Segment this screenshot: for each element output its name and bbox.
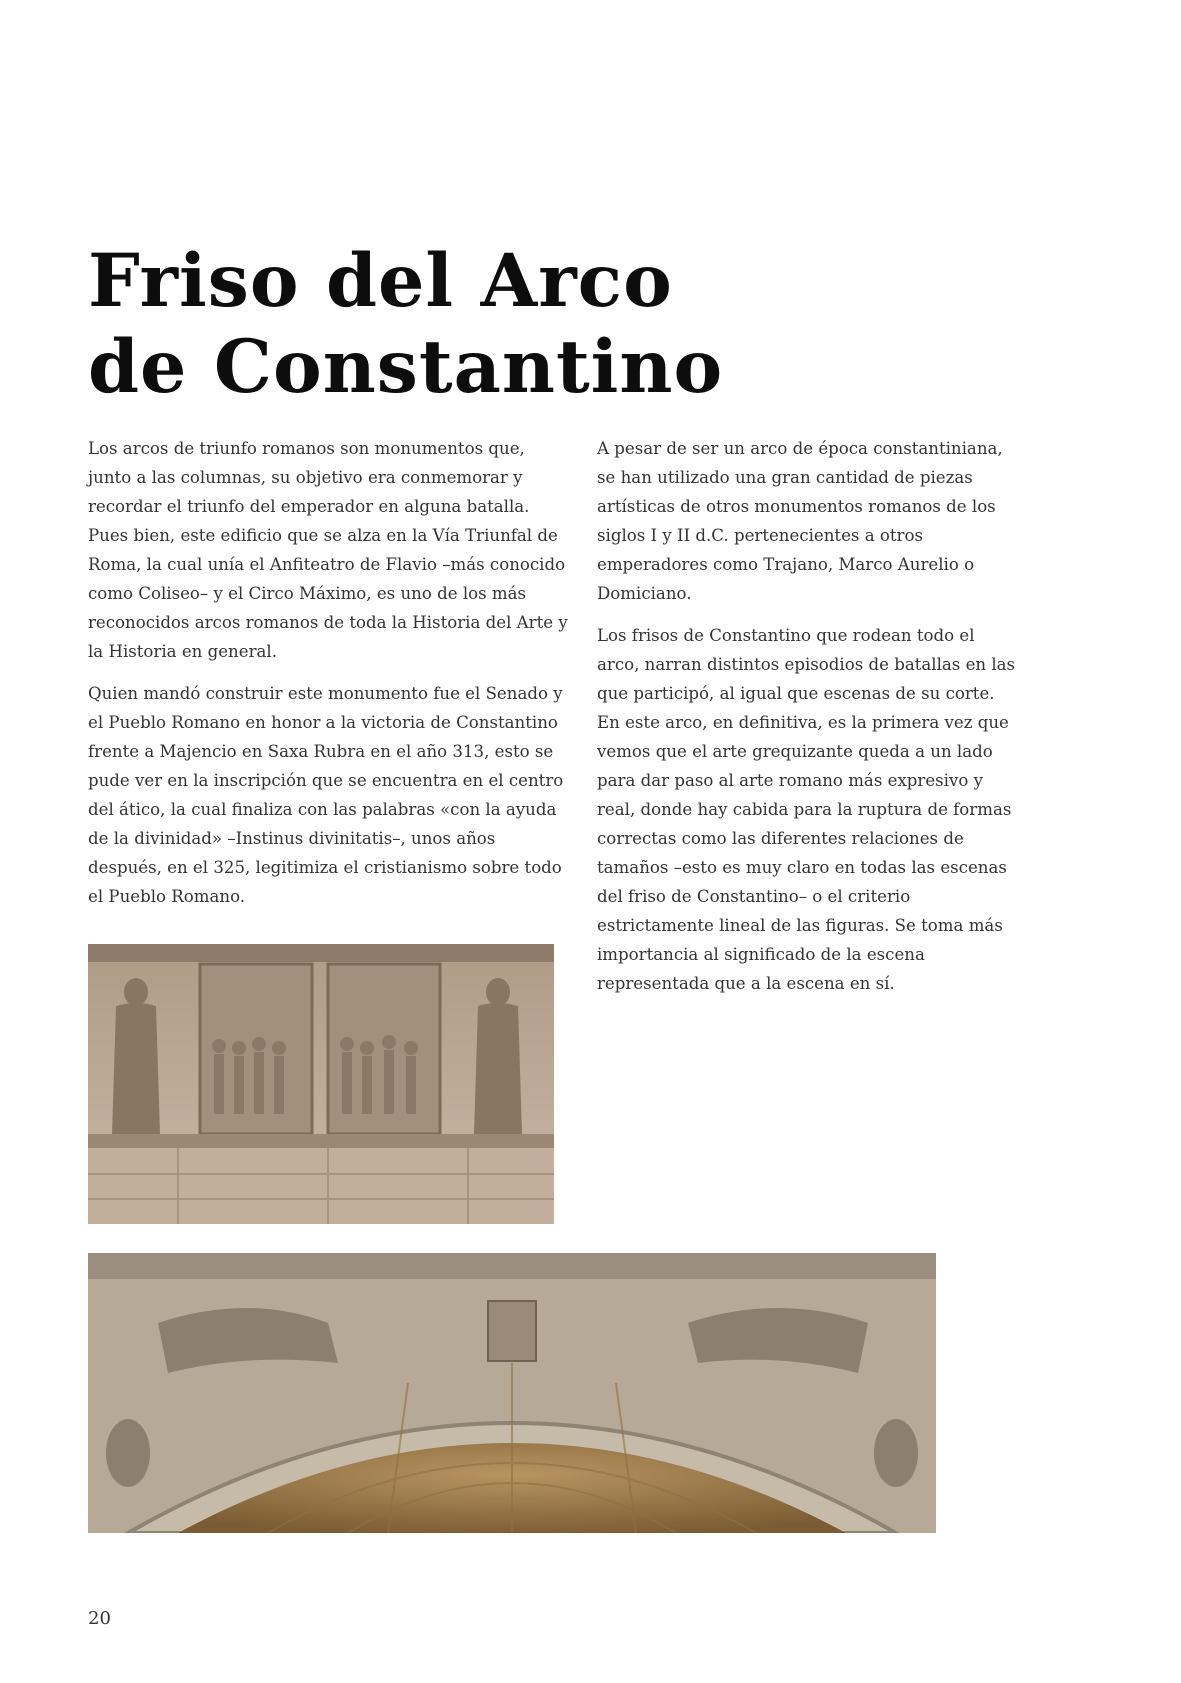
left-text-column <box>88 434 568 924</box>
title-line-2: de Constantino <box>88 324 724 410</box>
title-line-1: Friso del Arco <box>88 238 673 324</box>
page-title <box>88 238 808 410</box>
page-number: 20 <box>88 1608 111 1629</box>
relief-photo-arch <box>88 1253 936 1533</box>
relief-arch-illustration <box>88 1253 936 1533</box>
paragraph: Los arcos de triunfo romanos son monumentos que, junto a las columnas, su objetivo era conmemorar y recordar el triunfo del emperador en alguna batalla. Pues bien, este edificio que se alza en la Vía Triunfal de Roma, la cual unía el Anfiteatro de Flavio –más conocido como Coliseo– y el Circo Máximo, es uno de los más reconocidos arcos romanos de toda la Historia del Arte y la Historia en general. <box>88 439 568 661</box>
relief-attic-illustration <box>88 944 554 1224</box>
paragraph: A pesar de ser un arco de época constantiniana, se han utilizado una gran cantidad de piezas artísticas de otros monumentos romanos de los siglos I y II d.C. pertenecientes a otros emperadores como Trajano, Marco Aurelio o Domiciano. <box>597 439 1003 603</box>
right-text-column <box>597 434 1017 1011</box>
paragraph: Los frisos de Constantino que rodean todo el arco, narran distintos episodios de batallas en las que participó, al igual que escenas de su corte. En este arco, en definitiva, es la primera vez que vemos que el arte grequizante queda a un lado para dar paso al arte romano más expresivo y real, donde hay cabida para la ruptura de formas correctas como las diferentes relaciones de tamaños –esto es muy claro en todas las escenas del friso de Constantino– o el criterio estrictamente lineal de las figuras. Se toma más importancia al significado de la escena representada que a la escena en sí. <box>597 626 1016 993</box>
paragraph: Quien mandó construir este monumento fue el Senado y el Pueblo Romano en honor a la victoria de Constantino frente a Majencio en Saxa Rubra en el año 313, esto se pude ver en la inscripción que se encuentra en el centro del ático, la cual finaliza con las palabras «con la ayuda de la divinidad» –Instinus divinitatis–, unos años después, en el 325, legitimiza el cristianismo sobre todo el Pueblo Romano. <box>88 684 564 906</box>
relief-photo-attic <box>88 944 554 1224</box>
